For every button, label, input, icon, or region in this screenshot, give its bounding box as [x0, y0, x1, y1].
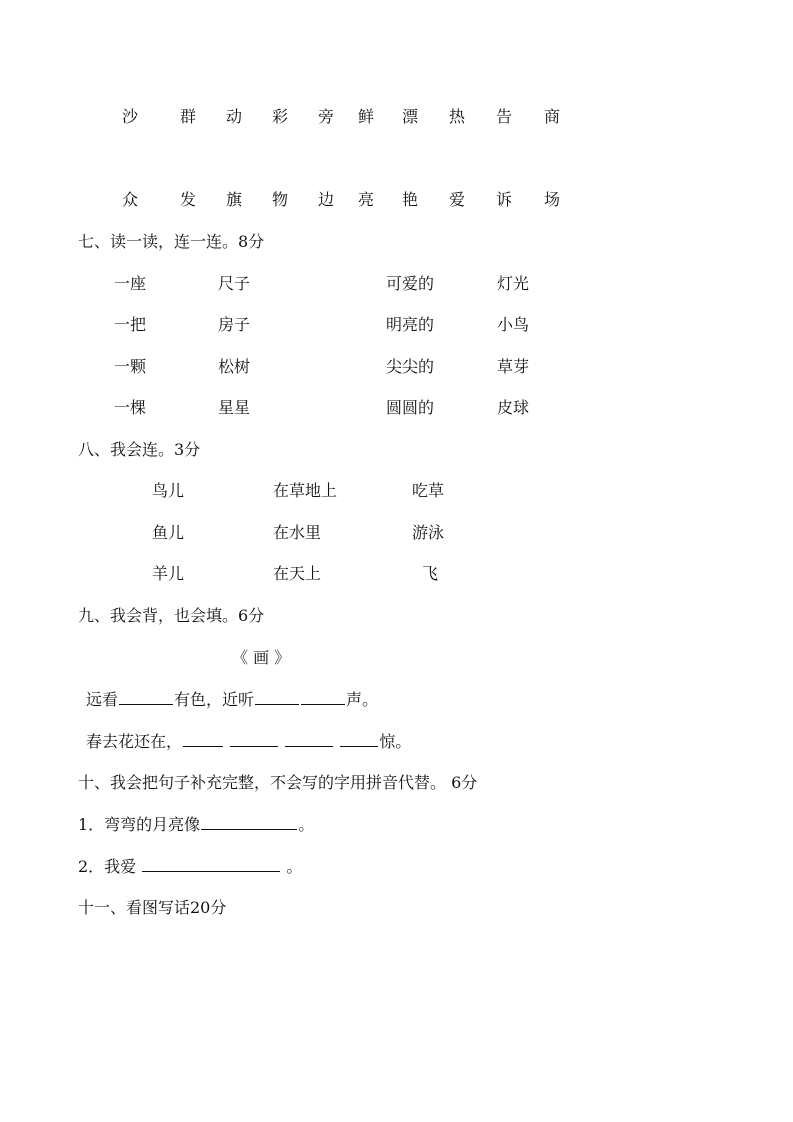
char-2-8: 爱 [449, 190, 466, 209]
poem-blank-5[interactable] [230, 732, 278, 747]
section-11-title: 十一、看图写话20分 [78, 898, 227, 917]
char-2-2: 发 [180, 190, 197, 209]
s7-col3-item-4: 圆圆的 [386, 398, 435, 417]
s7-col3-item-2: 明亮的 [386, 315, 435, 334]
poem-line-1-middle: 有色，近听 [174, 690, 255, 709]
s8-col2-item-2: 在水里 [273, 523, 322, 542]
s8-col2-item-3: 在天上 [273, 564, 322, 583]
s7-col4-item-4: 皮球 [497, 398, 530, 417]
sentence-blank-1[interactable] [201, 815, 297, 830]
s8-col3-item-3: 飞 [422, 564, 439, 583]
s7-col2-item-2: 房子 [218, 315, 251, 334]
char-2-1: 众 [122, 190, 139, 209]
char-2-7: 艳 [402, 190, 419, 209]
s7-col4-item-2: 小鸟 [497, 315, 530, 334]
poem-blank-2[interactable] [255, 690, 299, 705]
sentence-item-1-end: 。 [298, 815, 315, 834]
s7-col3-item-3: 尖尖的 [386, 357, 435, 376]
s7-col1-item-3: 一颗 [114, 357, 147, 376]
sentence-item-1-text: 1．弯弯的月亮像 [78, 815, 201, 834]
s7-col1-item-2: 一把 [114, 315, 147, 334]
s7-col4-item-1: 灯光 [497, 274, 530, 293]
char-1-8: 热 [449, 107, 466, 126]
poem-line-1-end: 声。 [346, 690, 379, 709]
s7-col1-item-4: 一棵 [114, 398, 147, 417]
s8-col2-item-1: 在草地上 [273, 481, 338, 500]
char-2-4: 物 [272, 190, 289, 209]
s7-col1-item-1: 一座 [114, 274, 147, 293]
poem-line-2 [86, 732, 411, 752]
sentence-item-2-end: 。 [286, 857, 303, 876]
sentence-blank-2[interactable] [142, 857, 280, 872]
sentence-item-2-text: 2．我爱 [78, 857, 137, 876]
char-2-6: 亮 [358, 190, 375, 209]
char-1-2: 群 [180, 107, 197, 126]
char-1-6: 鲜 [358, 107, 375, 126]
poem-blank-3[interactable] [301, 690, 345, 705]
char-2-5: 边 [318, 190, 335, 209]
char-1-1: 沙 [122, 107, 139, 126]
poem-blank-1[interactable] [119, 690, 173, 705]
s7-col2-item-3: 松树 [218, 357, 251, 376]
s8-col1-item-3: 羊儿 [152, 564, 185, 583]
section-8-title: 八、我会连。3分 [78, 440, 201, 459]
sentence-item-1 [78, 815, 314, 835]
section-10-title: 十、我会把句子补充完整，不会写的字用拼音代替。 6分 [78, 773, 478, 792]
char-1-7: 漂 [402, 107, 419, 126]
char-2-9: 诉 [496, 190, 513, 209]
s8-col1-item-1: 鸟儿 [152, 481, 185, 500]
poem-title: 《 画 》 [232, 648, 291, 667]
char-1-3: 动 [226, 107, 243, 126]
poem-line-1-start: 远看 [86, 690, 119, 709]
poem-blank-6[interactable] [285, 732, 333, 747]
s8-col3-item-1: 吃草 [412, 481, 445, 500]
s7-col3-item-1: 可爱的 [386, 274, 435, 293]
poem-line-2-end: 惊。 [379, 732, 412, 751]
sentence-item-2 [78, 857, 302, 877]
char-1-5: 旁 [318, 107, 335, 126]
poem-line-1 [86, 690, 378, 710]
char-1-10: 商 [544, 107, 561, 126]
section-9-title: 九、我会背，也会填。6分 [78, 606, 265, 625]
s8-col3-item-2: 游泳 [412, 523, 445, 542]
s7-col2-item-4: 星星 [218, 398, 251, 417]
poem-blank-4[interactable] [183, 732, 223, 747]
poem-line-2-start: 春去花还在， [86, 732, 183, 751]
s7-col2-item-1: 尺子 [218, 274, 251, 293]
char-1-9: 告 [496, 107, 513, 126]
s8-col1-item-2: 鱼儿 [152, 523, 185, 542]
s7-col4-item-3: 草芽 [497, 357, 530, 376]
char-2-10: 场 [544, 190, 561, 209]
char-2-3: 旗 [226, 190, 243, 209]
char-1-4: 彩 [272, 107, 289, 126]
section-7-title: 七、读一读，连一连。8分 [78, 232, 265, 251]
poem-blank-7[interactable] [340, 732, 378, 747]
